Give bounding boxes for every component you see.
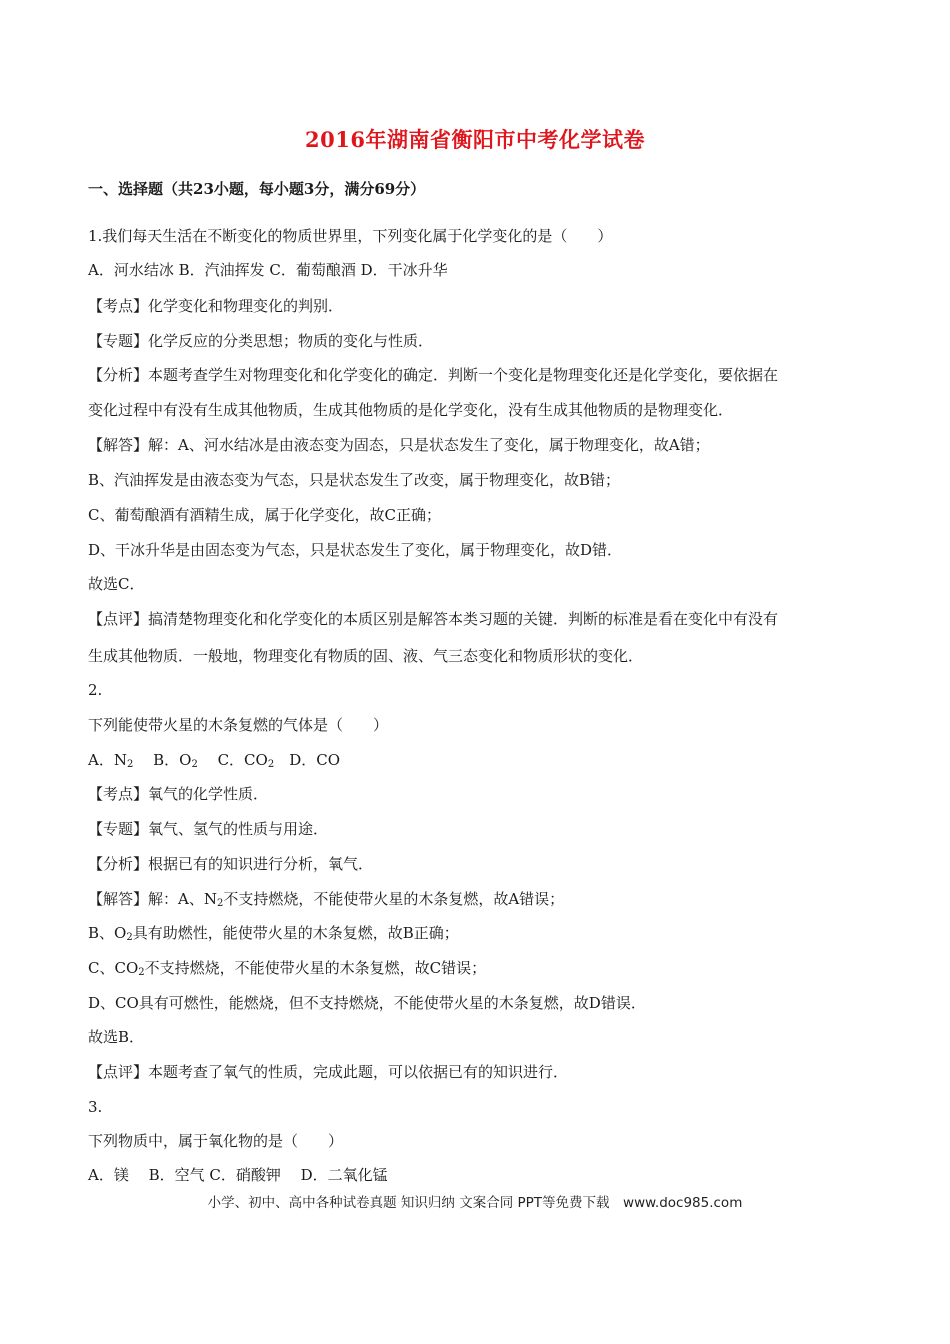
q2-jieda-line3-subscript: 2 — [138, 967, 145, 978]
q1-dianping-line1: 【点评】搞清楚物理变化和化学变化的本质区别是解答本类习题的关键．判断的标准是看在变化中有没有 — [88, 610, 779, 628]
q1-kaodian: 【考点】化学变化和物理变化的判别． — [88, 297, 344, 315]
q1-zhuanti: 【专题】化学反应的分类思想；物质的变化与性质． — [88, 332, 434, 350]
q1-jieda-line4: D、干冰升华是由固态变为气态，只是状态发生了变化，属于物理变化，故D错． — [88, 541, 623, 559]
q2-jieda-line3-rest: 不支持燃烧，不能使带火星的木条复燃，故C错误； — [144, 959, 487, 977]
q2-fenxi: 【分析】根据已有的知识进行分析，氧气． — [88, 855, 374, 873]
q2-jieda-line2-prefix: B、O — [88, 924, 127, 942]
q2-stem: 下列能使带火星的木条复燃的气体是（ ） — [88, 716, 389, 734]
q2-jieda-line1-rest: 不支持燃烧，不能使带火星的木条复燃，故A错误； — [223, 890, 565, 908]
q2-jieda-line2-rest: 具有助燃性，能使带火星的木条复燃，故B正确； — [132, 924, 459, 942]
q2-option-b: B．O — [133, 751, 192, 769]
q1-stem: 1.我们每天生活在不断变化的物质世界里，下列变化属于化学变化的是（ ） — [88, 227, 613, 245]
q2-jieda-line1-subscript: 2 — [216, 898, 224, 909]
q2-jieda-line1 — [88, 889, 564, 909]
q1-jieda-line3: C、葡萄酿酒有酒精生成，属于化学变化，故C正确； — [88, 506, 441, 524]
q1-fenxi-line1: 【分析】本题考查学生对物理变化和化学变化的确定．判断一个变化是物理变化还是化学变化，要依据在 — [88, 366, 779, 384]
q2-option-d: D．CO — [274, 751, 341, 769]
q3-stem: 下列物质中，属于氧化物的是（ ） — [88, 1132, 344, 1150]
q3-number: 3. — [88, 1098, 103, 1116]
q2-option-b-subscript: 2 — [191, 759, 198, 770]
q2-jieda-line1-prefix: 【解答】解：A、N — [88, 890, 217, 908]
q2-jieda-line3-prefix: C、CO — [88, 959, 139, 977]
q1-jieda-line1: 【解答】解：A、河水结冰是由液态变为固态，只是状态发生了变化，属于物理变化，故A错； — [88, 436, 710, 454]
q2-jieda-line3 — [88, 958, 486, 978]
q2-answer: 故选B． — [88, 1028, 145, 1046]
q1-jieda-line2: B、汽油挥发是由液态变为气态，只是状态发生了改变，属于物理变化，故B错； — [88, 471, 621, 489]
q2-option-a: A．N — [88, 751, 127, 769]
q2-kaodian: 【考点】氧气的化学性质． — [88, 785, 269, 803]
q2-jieda-line4: D、CO具有可燃性，能燃烧，但不支持燃烧，不能使带火星的木条复燃，故D错误． — [88, 994, 646, 1012]
q2-options — [88, 750, 340, 770]
q2-option-c-subscript: 2 — [267, 759, 275, 770]
footer-banner: 小学、初中、高中各种试卷真题 知识归纳 文案合同 PPT等免费下载 www.doc985.com — [207, 1195, 743, 1211]
q2-option-a-subscript: 2 — [126, 759, 134, 770]
q2-dianping: 【点评】本题考查了氧气的性质，完成此题，可以依据已有的知识进行． — [88, 1063, 569, 1081]
section-heading: 一、选择题（共23小题，每小题3分，满分69分） — [88, 180, 426, 198]
q1-fenxi-line2: 变化过程中有没有生成其他物质，生成其他物质的是化学变化，没有生成其他物质的是物理变化． — [88, 401, 734, 419]
q1-options: A．河水结冰 B．汽油挥发 C．葡萄酿酒 D．干冰升华 — [88, 261, 448, 279]
q3-options: A．镁 B．空气 C．硝酸钾 D．二氧化锰 — [88, 1166, 388, 1184]
q2-zhuanti: 【专题】氧气、氢气的性质与用途． — [88, 820, 329, 838]
q1-answer: 故选C． — [88, 575, 145, 593]
q2-jieda-line2-subscript: 2 — [126, 932, 133, 943]
q1-dianping-line2: 生成其他物质．一般地，物理变化有物质的固、液、气三态变化和物质形状的变化． — [88, 647, 644, 665]
q2-number: 2. — [88, 681, 103, 699]
q2-option-c: C．CO — [197, 751, 268, 769]
q2-jieda-line2 — [88, 923, 459, 943]
document-title: 2016年湖南省衡阳市中考化学试卷 — [305, 127, 645, 152]
